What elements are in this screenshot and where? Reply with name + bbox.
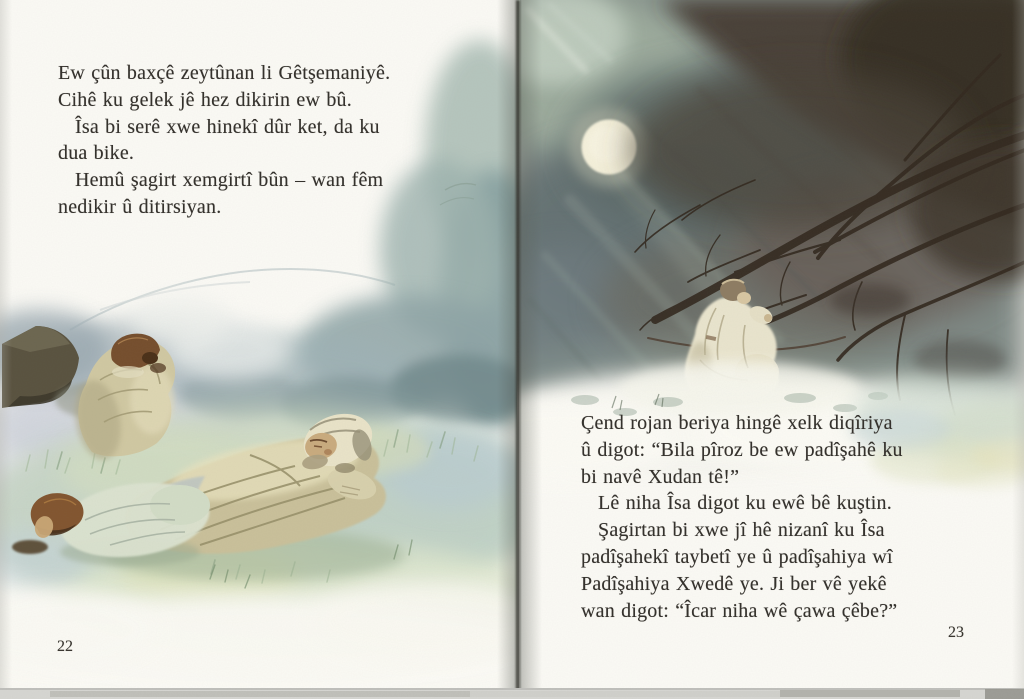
- text-line: bi navê Xudan tê!”: [581, 465, 740, 488]
- text-line: padîşahekî taybetî ye û padîşahiya wî: [581, 545, 893, 568]
- text-line: wan digot: “Îcar niha wê çawa çêbe?”: [581, 599, 898, 622]
- text-line: nedikir û ditirsiyan.: [58, 195, 222, 218]
- text-line: Şagirtan bi xwe jî hê nizanî ku Îsa: [598, 519, 885, 542]
- page-number-left: 22: [57, 638, 73, 655]
- text-line: dua bike.: [58, 142, 135, 165]
- right-page-text: [581, 410, 903, 624]
- text-line: Lê niha Îsa digot ku ewê bê kuştin.: [598, 492, 892, 515]
- text-line: Cihê ku gelek jê hez dikirin ew bû.: [58, 88, 352, 111]
- text-line: Ew çûn baxçê zeytûnan li Gêtşemaniyê.: [58, 62, 391, 84]
- left-page-text: [58, 60, 390, 221]
- text-line: Îsa bi serê xwe hinekî dûr ket, da ku: [75, 115, 380, 138]
- page-number-right: 23: [948, 624, 964, 641]
- text-line: Çend rojan beriya hingê xelk diqîriya: [581, 412, 893, 434]
- text-line: Padîşahiya Xwedê ye. Ji ber vê yekê: [581, 572, 887, 595]
- text-line: û digot: “Bila pîroz be ew padîşahê ku: [581, 438, 903, 461]
- text-line: Hemû şagirt xemgirtî bûn – wan fêm: [75, 169, 384, 192]
